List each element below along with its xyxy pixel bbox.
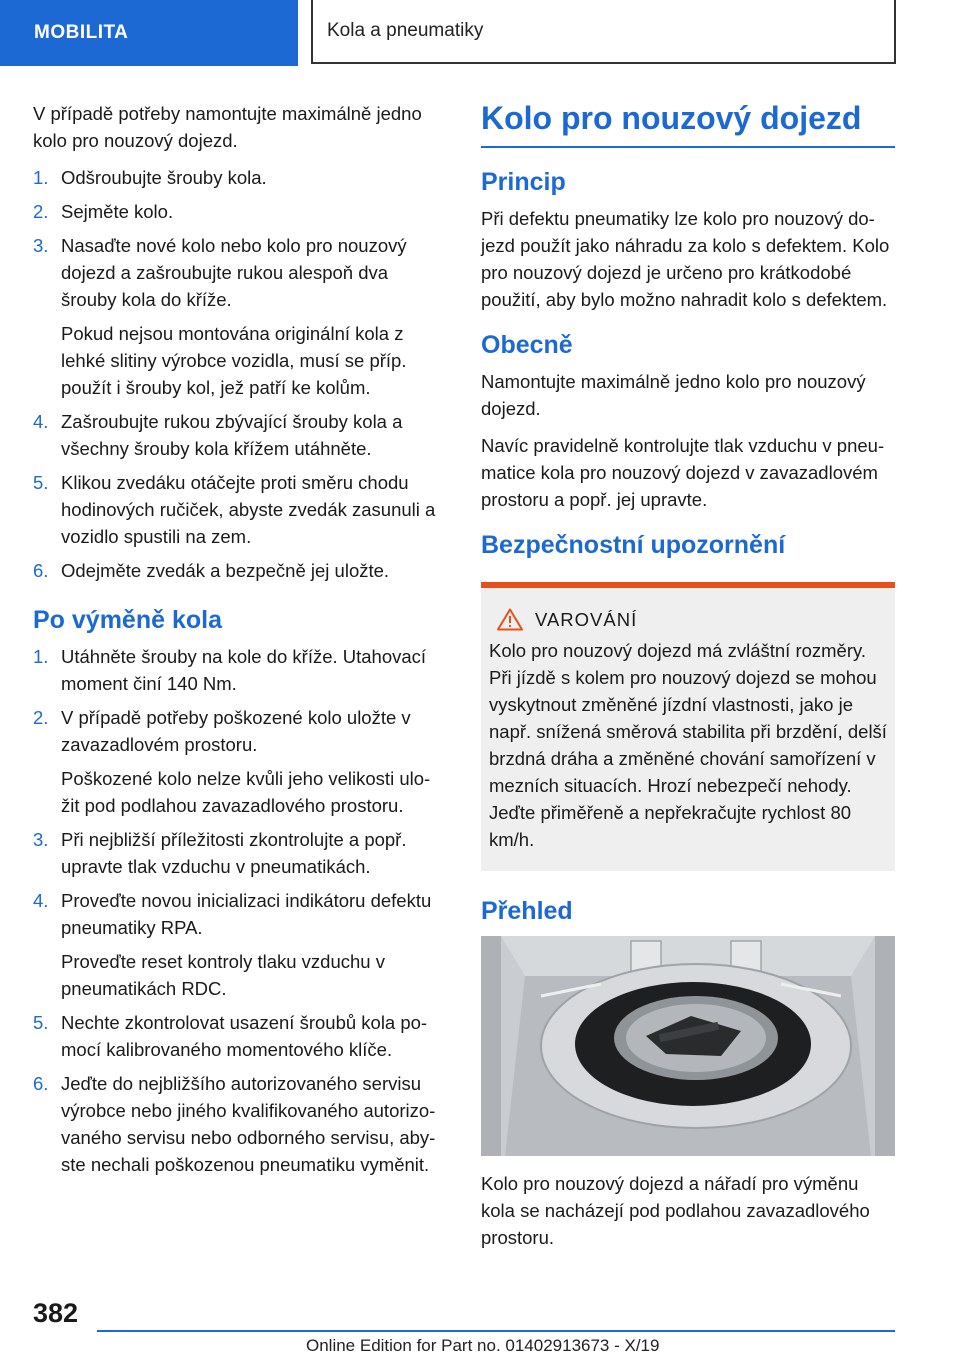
safety-heading: Bezpečnostní upozornění <box>481 531 786 559</box>
list-item <box>33 469 448 550</box>
principle-heading: Princip <box>481 168 566 196</box>
list-item <box>33 198 448 225</box>
step-note: Pokud nejsou montována originální kola z lehké slitiny výrobce vozidla, musí se příp. použít i šrouby kol, jež patří ke kolům. <box>61 323 407 398</box>
warning-header <box>489 608 887 631</box>
step-number: 5. <box>33 1012 49 1033</box>
step-note: Proveďte reset kontroly tlaku vzduchu v pneumatikách RDC. <box>61 951 385 999</box>
warning-triangle-icon <box>497 608 523 631</box>
step-number: 6. <box>33 1073 49 1094</box>
list-item <box>33 164 448 191</box>
general-text-1: Namontujte maximálně jedno kolo pro nouzový dojezd. <box>481 371 866 419</box>
warning-text: Kolo pro nouzový dojezd má zvláštní rozměry. Při jízdě s kolem pro nouzový dojezd se mohou vyskytnout změněné jízdní vlastnosti, jako je např. snížená směrová stabilita při brzdění, delší brzdná dráha a změněné chování samořízení v mezních situacích. Hrozí nebezpečí nehody. Jeďte přiměřeně a nepřekračujte rychlost 80 km/h. <box>489 640 887 850</box>
step-text: Jeďte do nejbližšího autorizovaného servisu výrobce nebo jiného kvalifikovaného autorizo-vaného servisu nebo odborného servisu, aby-ste nechali poškozenou pneumatiku vyměnit. <box>61 1073 436 1175</box>
step-number: 3. <box>33 235 49 256</box>
principle-text: Při defektu pneumatiky lze kolo pro nouzový do-jezd použít jako náhradu za kolo s defektem. Kolo pro nouzový dojezd je určeno pro krátkodobé použití, aby bylo možno nahradit kolo s defektem. <box>481 208 890 310</box>
page-header <box>0 0 960 66</box>
chapter-title: Kola a pneumatiky <box>311 0 896 64</box>
page-number: 382 <box>33 1298 79 1328</box>
list-item <box>33 1009 448 1063</box>
footer-divider <box>97 1330 895 1332</box>
list-item <box>33 826 448 880</box>
overview-heading: Přehled <box>481 897 573 925</box>
step-text: Při nejbližší příležitosti zkontrolujte a popř. upravte tlak vzduchu v pneumatikách. <box>61 829 407 877</box>
list-item <box>33 887 448 1002</box>
step-text: Proveďte novou inicializaci indikátoru defektu pneumatiky RPA. <box>61 890 432 938</box>
step-text: Nechte zkontrolovat usazení šroubů kola po-mocí kalibrovaného momentového klíče. <box>61 1012 428 1060</box>
step-text: V případě potřeby poškozené kolo uložte v zavazadlovém prostoru. <box>61 707 411 755</box>
after-change-steps <box>33 643 448 1178</box>
wheel-change-steps <box>33 164 448 584</box>
step-text: Odšroubujte šrouby kola. <box>61 167 267 188</box>
step-text: Nasaďte nové kolo nebo kolo pro nouzový dojezd a zašroubujte rukou alespoň dva šrouby kola do kříže. <box>61 235 407 310</box>
step-number: 2. <box>33 707 49 728</box>
step-number: 1. <box>33 167 49 188</box>
list-item <box>33 408 448 462</box>
edition-text: Online Edition for Part no. 01402913673 - X/19 <box>306 1336 660 1355</box>
spare-wheel-photo <box>481 936 895 1156</box>
section-tab: MOBILITA <box>0 0 298 66</box>
warning-box <box>481 582 895 871</box>
step-text: Klikou zvedáku otáčejte proti směru chodu hodinových ručiček, abyste zvedák zasunuli a vozidlo spustili na zem. <box>61 472 436 547</box>
warning-title: VAROVÁNÍ <box>535 608 638 630</box>
step-number: 4. <box>33 890 49 911</box>
intro-text: V případě potřeby namontujte maximálně jedno kolo pro nouzový dojezd. <box>33 103 422 151</box>
list-item <box>33 643 448 697</box>
list-item <box>33 232 448 401</box>
list-item <box>33 704 448 819</box>
step-text: Utáhněte šrouby na kole do kříže. Utahovací moment činí 140 Nm. <box>61 646 427 694</box>
page-title: Kolo pro nouzový dojezd <box>481 98 895 148</box>
step-number: 6. <box>33 560 49 581</box>
step-text: Odejměte zvedák a bezpečně jej uložte. <box>61 560 390 581</box>
step-number: 2. <box>33 201 49 222</box>
general-text-2: Navíc pravidelně kontrolujte tlak vzduchu v pneu-matice kola pro nouzový dojezd v zavazadlovém prostoru a popř. jej upravte. <box>481 435 885 510</box>
photo-caption: Kolo pro nouzový dojezd a nářadí pro výměnu kola se nacházejí pod podlahou zavazadlového prostoru. <box>481 1173 870 1248</box>
list-item <box>33 1070 448 1178</box>
step-number: 3. <box>33 829 49 850</box>
list-item <box>33 557 448 584</box>
step-text: Zašroubujte rukou zbývající šrouby kola a všechny šrouby kola křížem utáhněte. <box>61 411 403 459</box>
step-number: 1. <box>33 646 49 667</box>
general-heading: Obecně <box>481 331 573 359</box>
right-column <box>481 98 895 1270</box>
left-column <box>33 100 448 1188</box>
step-text: Sejměte kolo. <box>61 201 174 222</box>
step-number: 5. <box>33 472 49 493</box>
step-number: 4. <box>33 411 49 432</box>
after-change-heading: Po výměně kola <box>33 606 222 634</box>
step-note: Poškozené kolo nelze kvůli jeho velikosti ulo-žit pod podlahou zavazadlového prostoru. <box>61 768 431 816</box>
